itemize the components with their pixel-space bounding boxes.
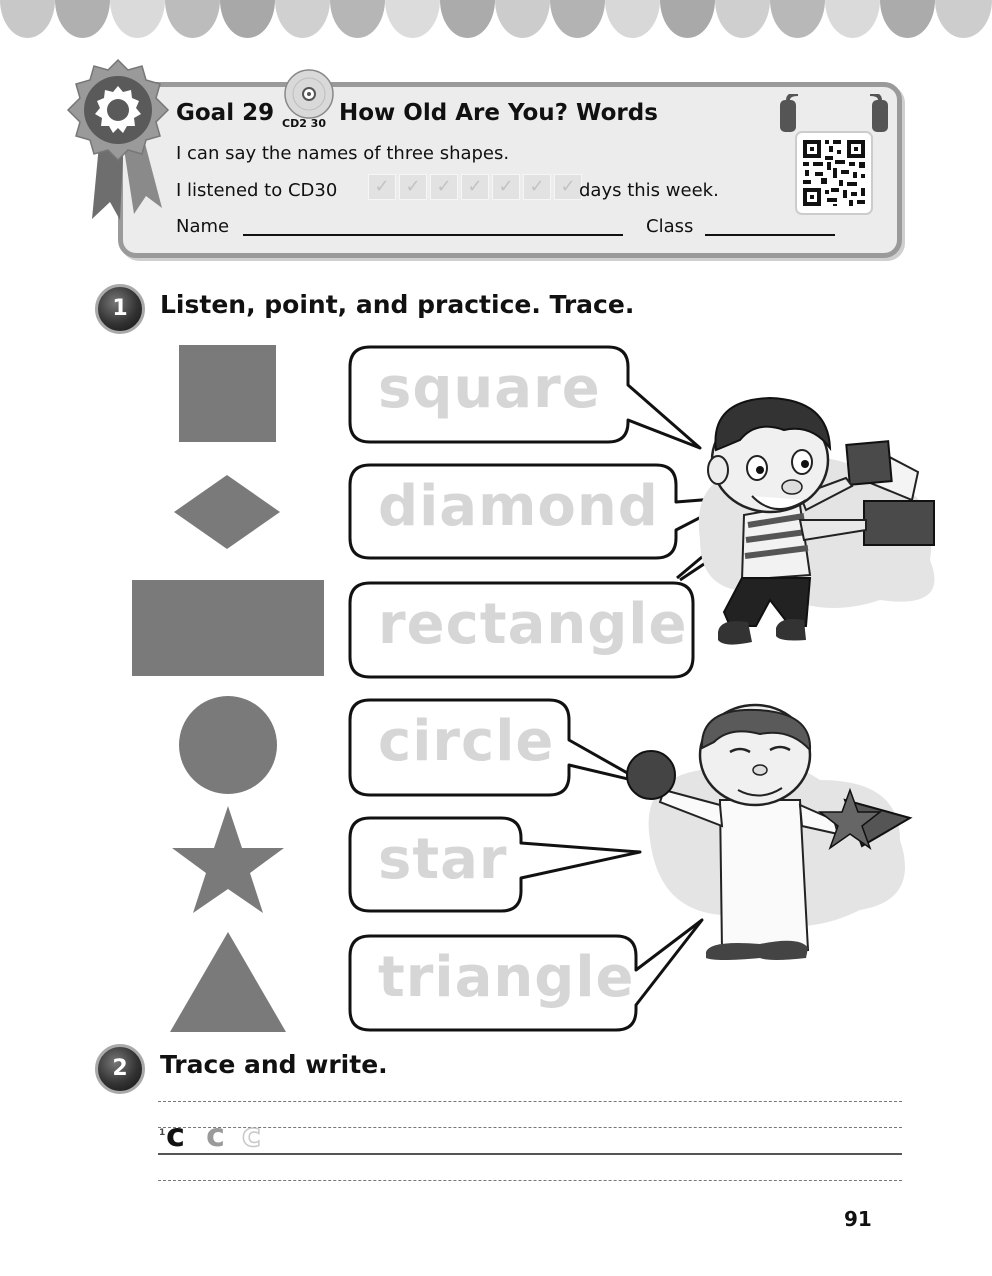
listen-suffix: days this week. xyxy=(579,180,719,201)
section-2-number: 2 xyxy=(95,1044,145,1094)
triangle-shape xyxy=(170,932,286,1032)
check-box[interactable]: ✓ xyxy=(430,174,458,200)
square-shape xyxy=(179,345,276,442)
writing-baseline[interactable] xyxy=(158,1153,902,1155)
name-label: Name xyxy=(176,216,230,237)
name-line[interactable] xyxy=(243,234,623,236)
check-box[interactable]: ✓ xyxy=(523,174,551,200)
cd-track-label: CD2 30 xyxy=(282,117,326,130)
section-2-title: Trace and write. xyxy=(160,1050,388,1079)
listening-checklist xyxy=(368,174,582,200)
stroke-order-number: 1 xyxy=(159,1128,166,1138)
check-box[interactable]: ✓ xyxy=(461,174,489,200)
section-1-title: Listen, point, and practice. Trace. xyxy=(160,290,635,319)
trace-word-star: star xyxy=(378,827,508,892)
check-box[interactable]: ✓ xyxy=(554,174,582,200)
qr-code-with-headphones-icon xyxy=(776,94,892,218)
trace-word-rectangle: rectangle xyxy=(378,592,688,657)
circle-shape xyxy=(179,696,277,794)
writing-line-top xyxy=(158,1101,902,1102)
rectangle-shape xyxy=(132,580,324,676)
goal-number: Goal 29 xyxy=(176,100,275,126)
page-number: 91 xyxy=(844,1207,872,1231)
trace-word-square: square xyxy=(378,356,601,421)
trace-word-triangle: triangle xyxy=(378,945,635,1010)
class-line[interactable] xyxy=(705,234,835,236)
section-1-number: 1 xyxy=(95,284,145,334)
writing-line-mid xyxy=(158,1127,902,1128)
shape-column xyxy=(125,335,335,1045)
award-ribbon-icon xyxy=(62,54,172,224)
writing-line-bottom xyxy=(158,1180,902,1181)
listen-prefix: I listened to CD30 xyxy=(176,180,338,201)
cd-disc-icon xyxy=(283,68,335,120)
diamond-shape xyxy=(174,475,280,549)
trace-word-diamond: diamond xyxy=(378,474,659,539)
scalloped-top-border xyxy=(0,0,992,40)
check-box[interactable]: ✓ xyxy=(399,174,427,200)
check-box[interactable]: ✓ xyxy=(492,174,520,200)
trace-word-circle: circle xyxy=(378,709,555,774)
class-label: Class xyxy=(646,216,694,237)
boys-holding-shapes-illustration xyxy=(620,395,950,975)
star-shape xyxy=(172,806,284,913)
goal-title: How Old Are You? Words xyxy=(339,100,658,126)
model-letter-c: c xyxy=(166,1116,185,1154)
check-box[interactable]: ✓ xyxy=(368,174,396,200)
trace-letter-c: c xyxy=(206,1116,225,1154)
goal-statement: I can say the names of three shapes. xyxy=(176,143,510,164)
dotted-letter-c: c xyxy=(242,1116,261,1154)
